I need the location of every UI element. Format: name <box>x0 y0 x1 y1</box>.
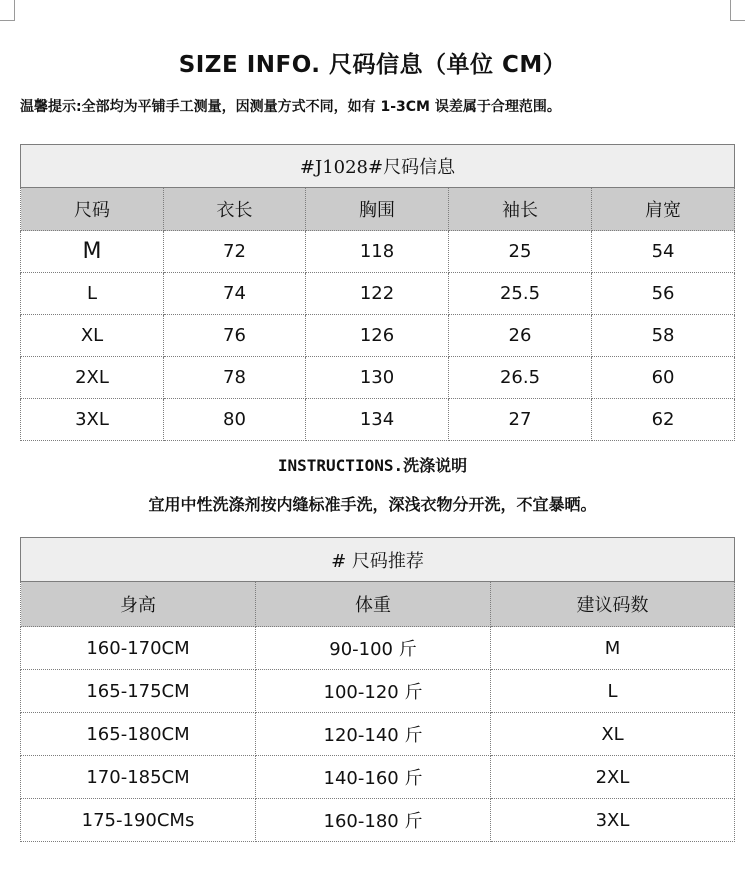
header-size: 尺码 <box>21 188 164 231</box>
header-height: 身高 <box>21 582 256 627</box>
measurement-notice: 温馨提示:全部均为平铺手工测量，因测量方式不同，如有 1-3CM 误差属于合理范围。 <box>20 99 561 115</box>
chest-cell: 122 <box>306 273 449 315</box>
header-sleeve: 袖长 <box>449 188 592 231</box>
size-cell: 3XL <box>21 399 164 441</box>
height-cell: 170-185CM <box>21 756 256 799</box>
shoulder-cell: 62 <box>592 399 735 441</box>
recommended-size-cell: XL <box>491 713 735 756</box>
length-cell: 78 <box>164 357 306 399</box>
recommended-size-cell: 3XL <box>491 799 735 842</box>
weight-cell: 100-120 斤 <box>256 670 491 713</box>
chest-cell: 134 <box>306 399 449 441</box>
size-cell: XL <box>21 315 164 357</box>
length-cell: 74 <box>164 273 306 315</box>
header-chest: 胸围 <box>306 188 449 231</box>
recommended-size-cell: 2XL <box>491 756 735 799</box>
height-cell: 175-190CMs <box>21 799 256 842</box>
table-row <box>21 799 735 842</box>
recommend-table-header-row <box>21 582 735 627</box>
size-table-caption: #J1028#尺码信息 <box>21 145 735 188</box>
size-table-header-row <box>21 188 735 231</box>
table-row <box>21 315 735 357</box>
height-cell: 165-175CM <box>21 670 256 713</box>
chest-cell: 130 <box>306 357 449 399</box>
length-cell: 72 <box>164 231 306 273</box>
page-corner-mark-right <box>730 0 745 21</box>
length-cell: 80 <box>164 399 306 441</box>
header-length: 衣长 <box>164 188 306 231</box>
header-shoulder: 肩宽 <box>592 188 735 231</box>
weight-cell: 140-160 斤 <box>256 756 491 799</box>
header-weight: 体重 <box>256 582 491 627</box>
size-cell: 2XL <box>21 357 164 399</box>
size-info-table <box>20 144 735 441</box>
instructions-title: INSTRUCTIONS.洗涤说明 <box>277 456 468 475</box>
shoulder-cell: 54 <box>592 231 735 273</box>
table-row <box>21 357 735 399</box>
table-row <box>21 713 735 756</box>
shoulder-cell: 60 <box>592 357 735 399</box>
chest-cell: 118 <box>306 231 449 273</box>
sleeve-cell: 27 <box>449 399 592 441</box>
weight-cell: 160-180 斤 <box>256 799 491 842</box>
header-recommended-size: 建议码数 <box>491 582 735 627</box>
page-title: SIZE INFO. 尺码信息（单位 CM） <box>178 52 567 78</box>
table-row <box>21 670 735 713</box>
size-table-caption-row <box>21 145 735 188</box>
shoulder-cell: 58 <box>592 315 735 357</box>
sleeve-cell: 25 <box>449 231 592 273</box>
table-row <box>21 231 735 273</box>
sleeve-cell: 26.5 <box>449 357 592 399</box>
shoulder-cell: 56 <box>592 273 735 315</box>
recommend-table-caption-row <box>21 538 735 582</box>
sleeve-cell: 25.5 <box>449 273 592 315</box>
height-cell: 160-170CM <box>21 627 256 670</box>
table-row <box>21 399 735 441</box>
sleeve-cell: 26 <box>449 315 592 357</box>
recommended-size-cell: L <box>491 670 735 713</box>
weight-cell: 90-100 斤 <box>256 627 491 670</box>
table-row <box>21 627 735 670</box>
weight-cell: 120-140 斤 <box>256 713 491 756</box>
recommend-table-caption: # 尺码推荐 <box>21 538 735 582</box>
washing-instructions: 宜用中性洗涤剂按内缝标准手洗，深浅衣物分开洗，不宜暴晒。 <box>148 495 597 514</box>
size-recommendation-table <box>20 537 735 842</box>
height-cell: 165-180CM <box>21 713 256 756</box>
table-row <box>21 273 735 315</box>
recommended-size-cell: M <box>491 627 735 670</box>
chest-cell: 126 <box>306 315 449 357</box>
table-row <box>21 756 735 799</box>
size-cell: M <box>21 231 164 273</box>
size-cell: L <box>21 273 164 315</box>
length-cell: 76 <box>164 315 306 357</box>
page-corner-mark-left <box>0 0 15 21</box>
